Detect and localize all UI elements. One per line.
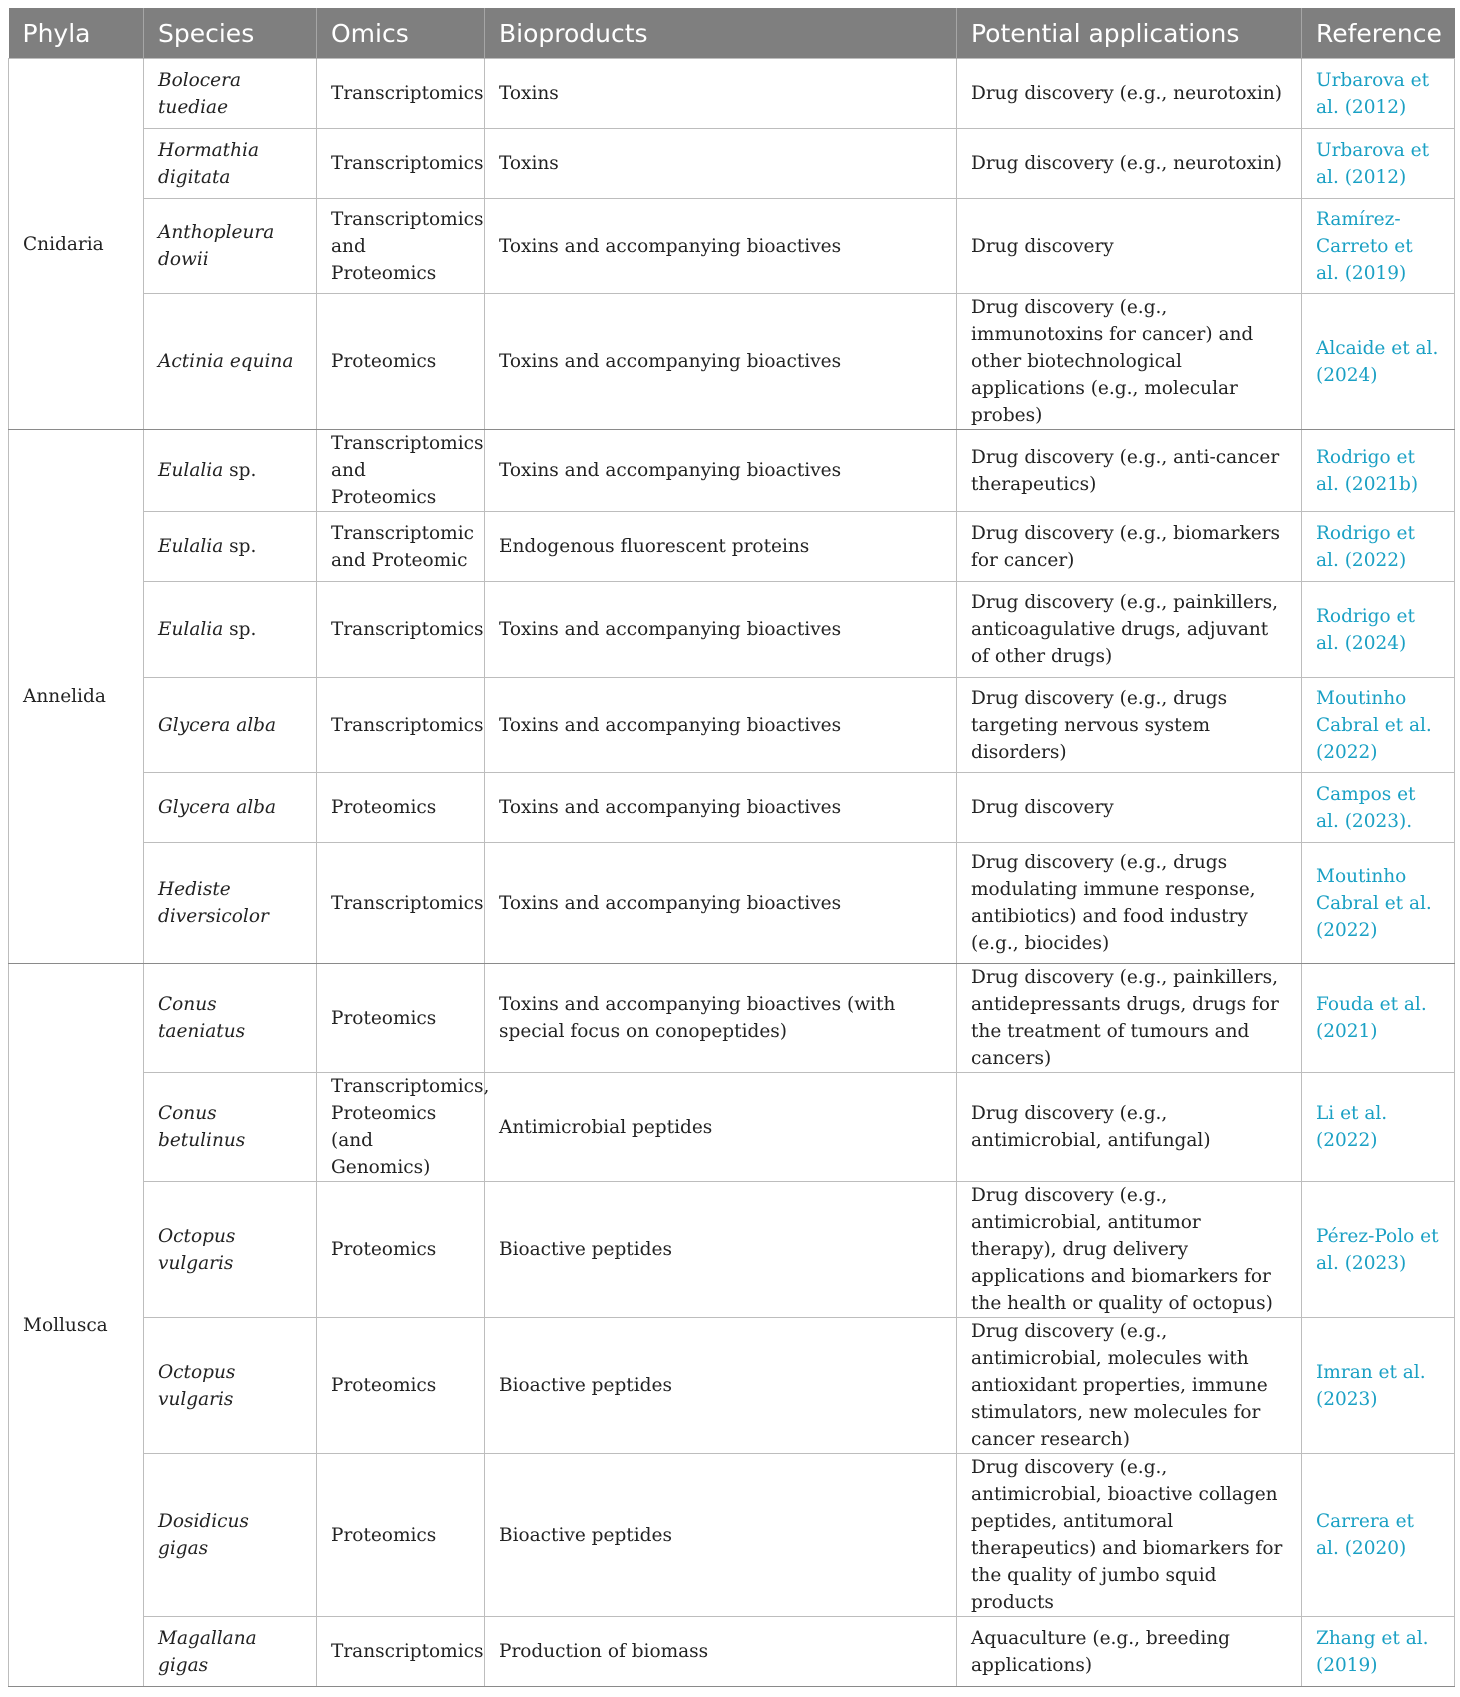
reference-link[interactable]: Urbarova et al. (2012) bbox=[1302, 59, 1455, 129]
reference-link[interactable]: Rodrigo et al. (2021b) bbox=[1302, 430, 1455, 512]
omics-cell: Transcriptomics bbox=[317, 129, 485, 199]
header-omics: Omics bbox=[317, 8, 485, 59]
bioproducts-cell: Toxins and accompanying bioactives bbox=[485, 582, 957, 678]
species-cell bbox=[144, 773, 317, 843]
species-name: Hormathia digitata bbox=[158, 139, 259, 188]
species-name: Octopus vulgaris bbox=[158, 1225, 236, 1274]
table-row bbox=[9, 430, 1455, 512]
applications-cell: Drug discovery (e.g., antimicrobial, molecules with antioxidant properties, immune stimulators, new molecules for cancer research) bbox=[957, 1318, 1302, 1454]
species-cell bbox=[144, 678, 317, 773]
species-name: Anthopleura dowii bbox=[158, 222, 275, 270]
reference-link[interactable]: Carrera et al. (2020) bbox=[1302, 1454, 1455, 1617]
species-name: Hediste diversicolor bbox=[158, 879, 269, 927]
bioproducts-cell: Toxins bbox=[485, 59, 957, 129]
applications-cell: Drug discovery (e.g., biomarkers for cancer) bbox=[957, 512, 1302, 582]
omics-cell: Proteomics bbox=[317, 1454, 485, 1617]
applications-cell: Drug discovery bbox=[957, 199, 1302, 294]
species-name: Eulalia bbox=[158, 536, 224, 557]
table-row bbox=[9, 294, 1455, 430]
table-row bbox=[9, 59, 1455, 129]
reference-link[interactable]: Campos et al. (2023). bbox=[1302, 773, 1455, 843]
header-applications: Potential applications bbox=[957, 8, 1302, 59]
bioproducts-cell: Toxins and accompanying bioactives bbox=[485, 773, 957, 843]
table-row bbox=[9, 512, 1455, 582]
species-cell bbox=[144, 964, 317, 1073]
applications-cell: Drug discovery (e.g., painkillers, anticoagulative drugs, adjuvant of other drugs) bbox=[957, 582, 1302, 678]
species-name: Glycera alba bbox=[158, 797, 277, 818]
bioproducts-cell: Toxins and accompanying bioactives bbox=[485, 294, 957, 430]
applications-cell: Drug discovery (e.g., painkillers, antidepressants drugs, drugs for the treatment of tumours and cancers) bbox=[957, 964, 1302, 1073]
header-phyla: Phyla bbox=[9, 8, 144, 59]
bioproducts-cell: Bioactive peptides bbox=[485, 1182, 957, 1318]
table-body bbox=[9, 59, 1455, 1687]
omics-cell: Transcriptomics and Proteomics bbox=[317, 430, 485, 512]
species-suffix: sp. bbox=[223, 619, 257, 640]
table-row bbox=[9, 843, 1455, 964]
omics-cell: Transcriptomics bbox=[317, 1617, 485, 1687]
header-bioproducts: Bioproducts bbox=[485, 8, 957, 59]
header-species: Species bbox=[144, 8, 317, 59]
reference-link[interactable]: Pérez-Polo et al. (2023) bbox=[1302, 1182, 1455, 1318]
species-cell bbox=[144, 1318, 317, 1454]
table-row bbox=[9, 1617, 1455, 1687]
species-name: Eulalia bbox=[158, 619, 224, 640]
species-name: Glycera alba bbox=[158, 714, 277, 736]
omics-cell: Transcriptomic and Proteomic bbox=[317, 512, 485, 582]
applications-cell: Drug discovery (e.g., immunotoxins for cancer) and other biotechnological applications (e.g., molecular probes) bbox=[957, 294, 1302, 430]
bioproducts-cell: Bioactive peptides bbox=[485, 1318, 957, 1454]
reference-link[interactable]: Ramírez-Carreto et al. (2019) bbox=[1302, 199, 1455, 294]
omics-cell: Transcriptomics and Proteomics bbox=[317, 199, 485, 294]
omics-cell: Transcriptomics bbox=[317, 678, 485, 773]
bioproducts-cell: Toxins and accompanying bioactives bbox=[485, 678, 957, 773]
bioproducts-cell: Toxins bbox=[485, 129, 957, 199]
species-name: Conus taeniatus bbox=[158, 994, 246, 1042]
omics-cell: Proteomics bbox=[317, 1318, 485, 1454]
reference-link[interactable]: Alcaide et al. (2024) bbox=[1302, 294, 1455, 430]
applications-cell: Drug discovery (e.g., neurotoxin) bbox=[957, 59, 1302, 129]
species-cell bbox=[144, 430, 317, 512]
omics-cell: Proteomics bbox=[317, 964, 485, 1073]
applications-cell: Drug discovery (e.g., antimicrobial, bioactive collagen peptides, antitumoral therapeutics) and biomarkers for the quality of jumbo squid products bbox=[957, 1454, 1302, 1617]
header-reference: Reference bbox=[1302, 8, 1455, 59]
bioproducts-cell: Toxins and accompanying bioactives (with special focus on conopeptides) bbox=[485, 964, 957, 1073]
omics-cell: Transcriptomics bbox=[317, 59, 485, 129]
table-row bbox=[9, 1318, 1455, 1454]
applications-cell: Drug discovery (e.g., anti-cancer therapeutics) bbox=[957, 430, 1302, 512]
bioproducts-cell: Antimicrobial peptides bbox=[485, 1073, 957, 1182]
bioproducts-cell: Toxins and accompanying bioactives bbox=[485, 199, 957, 294]
table-row bbox=[9, 773, 1455, 843]
table-header bbox=[9, 8, 1455, 59]
bioproducts-cell: Bioactive peptides bbox=[485, 1454, 957, 1617]
reference-link[interactable]: Moutinho Cabral et al. (2022) bbox=[1302, 678, 1455, 773]
species-suffix: sp. bbox=[223, 460, 257, 481]
bioproducts-cell: Production of biomass bbox=[485, 1617, 957, 1687]
species-cell bbox=[144, 294, 317, 430]
reference-link[interactable]: Fouda et al. (2021) bbox=[1302, 964, 1455, 1073]
table-row bbox=[9, 964, 1455, 1073]
reference-link[interactable]: Rodrigo et al. (2024) bbox=[1302, 582, 1455, 678]
omics-cell: Transcriptomics bbox=[317, 582, 485, 678]
species-cell bbox=[144, 129, 317, 199]
applications-cell: Aquaculture (e.g., breeding applications) bbox=[957, 1617, 1302, 1687]
omics-cell: Proteomics bbox=[317, 1182, 485, 1318]
species-suffix: sp. bbox=[223, 536, 257, 557]
applications-cell: Drug discovery bbox=[957, 773, 1302, 843]
species-cell bbox=[144, 843, 317, 964]
applications-cell: Drug discovery (e.g., drugs modulating immune response, antibiotics) and food industry (e.g., biocides) bbox=[957, 843, 1302, 964]
species-name: Bolocera tuediae bbox=[158, 69, 241, 118]
species-name: Conus betulinus bbox=[158, 1103, 246, 1151]
omics-cell: Proteomics bbox=[317, 773, 485, 843]
table-row bbox=[9, 1454, 1455, 1617]
species-cell bbox=[144, 1454, 317, 1617]
reference-link[interactable]: Moutinho Cabral et al. (2022) bbox=[1302, 843, 1455, 964]
omics-cell: Proteomics bbox=[317, 294, 485, 430]
table-row bbox=[9, 199, 1455, 294]
table-row bbox=[9, 582, 1455, 678]
applications-cell: Drug discovery (e.g., neurotoxin) bbox=[957, 129, 1302, 199]
table-row bbox=[9, 678, 1455, 773]
species-name: Octopus vulgaris bbox=[158, 1361, 236, 1410]
phylum-cell: Cnidaria bbox=[9, 59, 144, 430]
species-cell bbox=[144, 199, 317, 294]
omics-cell: Transcriptomics bbox=[317, 843, 485, 964]
applications-cell: Drug discovery (e.g., drugs targeting nervous system disorders) bbox=[957, 678, 1302, 773]
species-name: Actinia equina bbox=[158, 351, 294, 372]
table-row bbox=[9, 1182, 1455, 1318]
header-row bbox=[9, 8, 1455, 59]
species-name: Magallana gigas bbox=[158, 1627, 257, 1676]
reference-link[interactable]: Urbarova et al. (2012) bbox=[1302, 129, 1455, 199]
bioproducts-cell: Endogenous fluorescent proteins bbox=[485, 512, 957, 582]
species-cell bbox=[144, 1073, 317, 1182]
applications-cell: Drug discovery (e.g., antimicrobial, antitumor therapy), drug delivery applications and biomarkers for the health or quality of octopus) bbox=[957, 1182, 1302, 1318]
species-cell bbox=[144, 1182, 317, 1318]
omics-cell: Transcriptomics, Proteomics (and Genomics) bbox=[317, 1073, 485, 1182]
omics-bioproducts-table bbox=[8, 8, 1455, 1687]
phylum-cell: Annelida bbox=[9, 430, 144, 964]
reference-link[interactable]: Imran et al. (2023) bbox=[1302, 1318, 1455, 1454]
table-row bbox=[9, 1073, 1455, 1182]
reference-link[interactable]: Zhang et al. (2019) bbox=[1302, 1617, 1455, 1687]
applications-cell: Drug discovery (e.g., antimicrobial, antifungal) bbox=[957, 1073, 1302, 1182]
species-cell bbox=[144, 59, 317, 129]
bioproducts-cell: Toxins and accompanying bioactives bbox=[485, 430, 957, 512]
species-name: Dosidicus gigas bbox=[158, 1511, 249, 1559]
species-cell bbox=[144, 512, 317, 582]
reference-link[interactable]: Rodrigo et al. (2022) bbox=[1302, 512, 1455, 582]
phylum-cell: Mollusca bbox=[9, 964, 144, 1687]
bioproducts-cell: Toxins and accompanying bioactives bbox=[485, 843, 957, 964]
table-row bbox=[9, 129, 1455, 199]
species-cell bbox=[144, 1617, 317, 1687]
species-cell bbox=[144, 582, 317, 678]
species-name: Eulalia bbox=[158, 460, 224, 481]
reference-link[interactable]: Li et al. (2022) bbox=[1302, 1073, 1455, 1182]
